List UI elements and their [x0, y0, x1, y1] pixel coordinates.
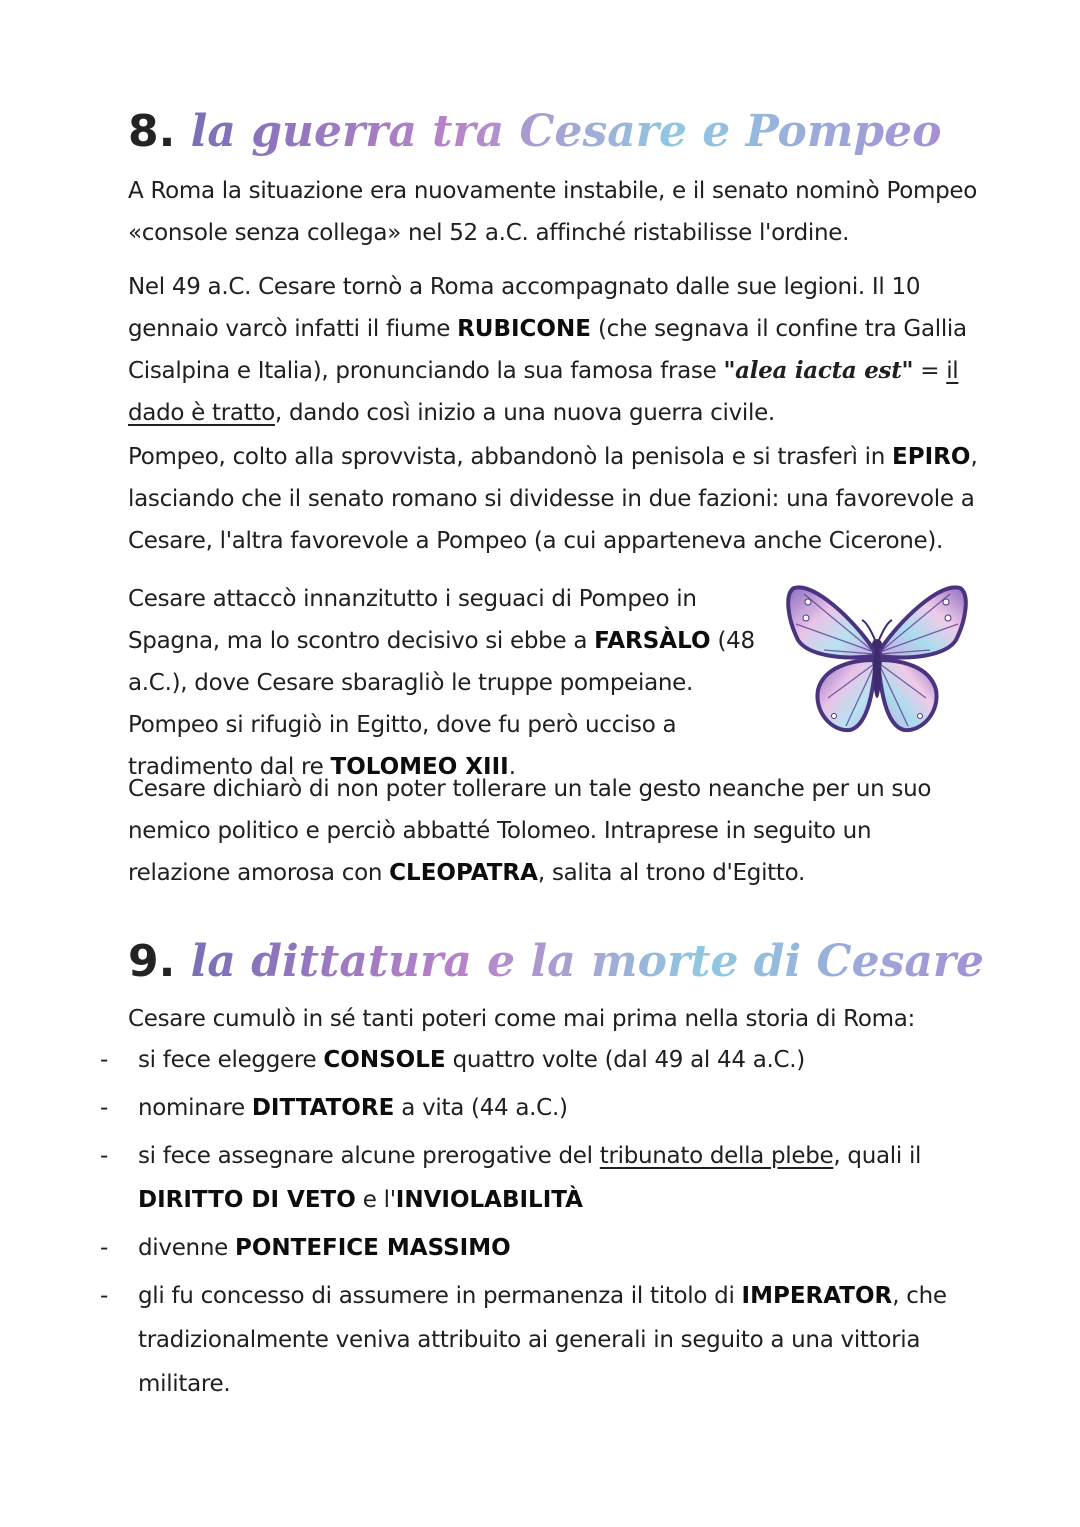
term-tolomeo-xiii: TOLOMEO XIII — [330, 754, 509, 780]
section-9-number: 9. — [128, 936, 176, 987]
paragraph-poteri-intro — [128, 998, 978, 1040]
quote-alea-iacta-est: "alea iacta est" — [723, 357, 914, 384]
bullet-dash: - — [100, 1047, 108, 1073]
term-tribunato-plebe: tribunato della plebe — [599, 1143, 834, 1169]
section-9-title: la dittatura e la morte di Cesare — [190, 936, 985, 987]
cleopatra-text-2: , salita al trono d'Egitto. — [537, 860, 805, 886]
epiro-text-2: , lasciando che il senato romano si dividesse in due fazioni: una favorevole a Cesare, l'altra favorevole a Pompeo (a cui apparteneva anche Cicerone). — [128, 444, 978, 554]
paragraph-instability — [128, 170, 978, 254]
section-8-number: 8. — [128, 106, 176, 157]
paragraph-farsalo — [128, 578, 768, 788]
list-item — [100, 1226, 960, 1270]
farsalo-text-1: Cesare attaccò innanzitutto i seguaci di Pompeo in Spagna, ma lo scontro decisivo si ebbe a — [128, 586, 697, 654]
list-item — [100, 1038, 960, 1082]
item-text: quattro volte (dal 49 al 44 a.C.) — [445, 1047, 805, 1073]
bullet-dash: - — [100, 1143, 108, 1169]
term-diritto-di-veto: DIRITTO DI VETO — [138, 1187, 356, 1213]
paragraph-rubicon — [128, 266, 978, 434]
item-text: si fece assegnare alcune prerogative del — [138, 1143, 600, 1169]
rubicon-text-1: Nel 49 a.C. Cesare tornò a Roma accompagnato dalle sue legioni. Il 10 gennaio varcò infatti il fiume — [128, 274, 921, 342]
item-text: nominare — [138, 1095, 252, 1121]
rubicon-text-2: (che segnava il confine tra Gallia Cisalpina e Italia), pronunciando la sua famosa frase — [128, 316, 967, 384]
item-text: gli fu concesso di assumere in permanenza il titolo di — [138, 1283, 742, 1309]
epiro-text-1: Pompeo, colto alla sprovvista, abbandonò la penisola e si trasferì in — [128, 444, 893, 470]
rubicon-text-3: , dando così inizio a una nuova guerra civile. — [274, 400, 775, 426]
item-text: e l' — [355, 1187, 396, 1213]
item-text: , quali il — [833, 1143, 922, 1169]
list-item — [100, 1134, 960, 1222]
farsalo-text-2: (48 a.C.), dove Cesare sbaragliò le truppe pompeiane. Pompeo si rifugiò in Egitto, dove fu però ucciso a tradimento dal re — [128, 628, 755, 780]
paragraph-cleopatra — [128, 768, 978, 894]
section-9-heading — [128, 934, 984, 990]
butterfly-icon — [784, 580, 970, 738]
term-epiro: EPIRO — [892, 444, 971, 470]
poteri-intro-text: Cesare cumulò in sé tanti poteri come mai prima nella storia di Roma: — [128, 1006, 915, 1032]
bullet-dash: - — [100, 1095, 108, 1121]
rubicon-equals: = — [913, 358, 947, 384]
section-8-heading — [128, 104, 942, 160]
bullet-dash: - — [100, 1283, 108, 1309]
term-dittatore: DITTATORE — [251, 1095, 395, 1121]
paragraph-instability-text: A Roma la situazione era nuovamente instabile, e il senato nominò Pompeo «console senza collega» nel 52 a.C. affinché ristabilisse l'ordine. — [128, 178, 977, 246]
list-item — [100, 1086, 960, 1130]
term-imperator: IMPERATOR — [741, 1283, 893, 1309]
farsalo-period: . — [508, 754, 516, 780]
item-text: divenne — [138, 1235, 235, 1261]
bullet-dash: - — [100, 1235, 108, 1261]
cleopatra-text-1: Cesare dichiarò di non poter tollerare un tale gesto neanche per un suo nemico politico e perciò abbatté Tolomeo. Intraprese in seguito un relazione amorosa con — [128, 776, 932, 886]
list-item — [100, 1274, 960, 1406]
term-rubicone: RUBICONE — [457, 316, 591, 342]
term-pontefice-massimo: PONTEFICE MASSIMO — [234, 1235, 511, 1261]
poteri-list — [100, 1038, 960, 1406]
term-farsalo: FARSÀLO — [594, 628, 711, 654]
translation-dado-tratto: il dado è tratto — [128, 358, 959, 426]
item-text: a vita (44 a.C.) — [394, 1095, 568, 1121]
paragraph-epiro — [128, 436, 978, 562]
term-inviolabilita: INVIOLABILITÀ — [395, 1187, 583, 1213]
item-text: , che tradizionalmente veniva attribuito ai generali in seguito a una vittoria militare. — [138, 1283, 947, 1397]
section-8-title: la guerra tra Cesare e Pompeo — [190, 106, 942, 157]
term-console: CONSOLE — [323, 1047, 446, 1073]
term-cleopatra: CLEOPATRA — [389, 860, 538, 886]
item-text: si fece eleggere — [138, 1047, 324, 1073]
